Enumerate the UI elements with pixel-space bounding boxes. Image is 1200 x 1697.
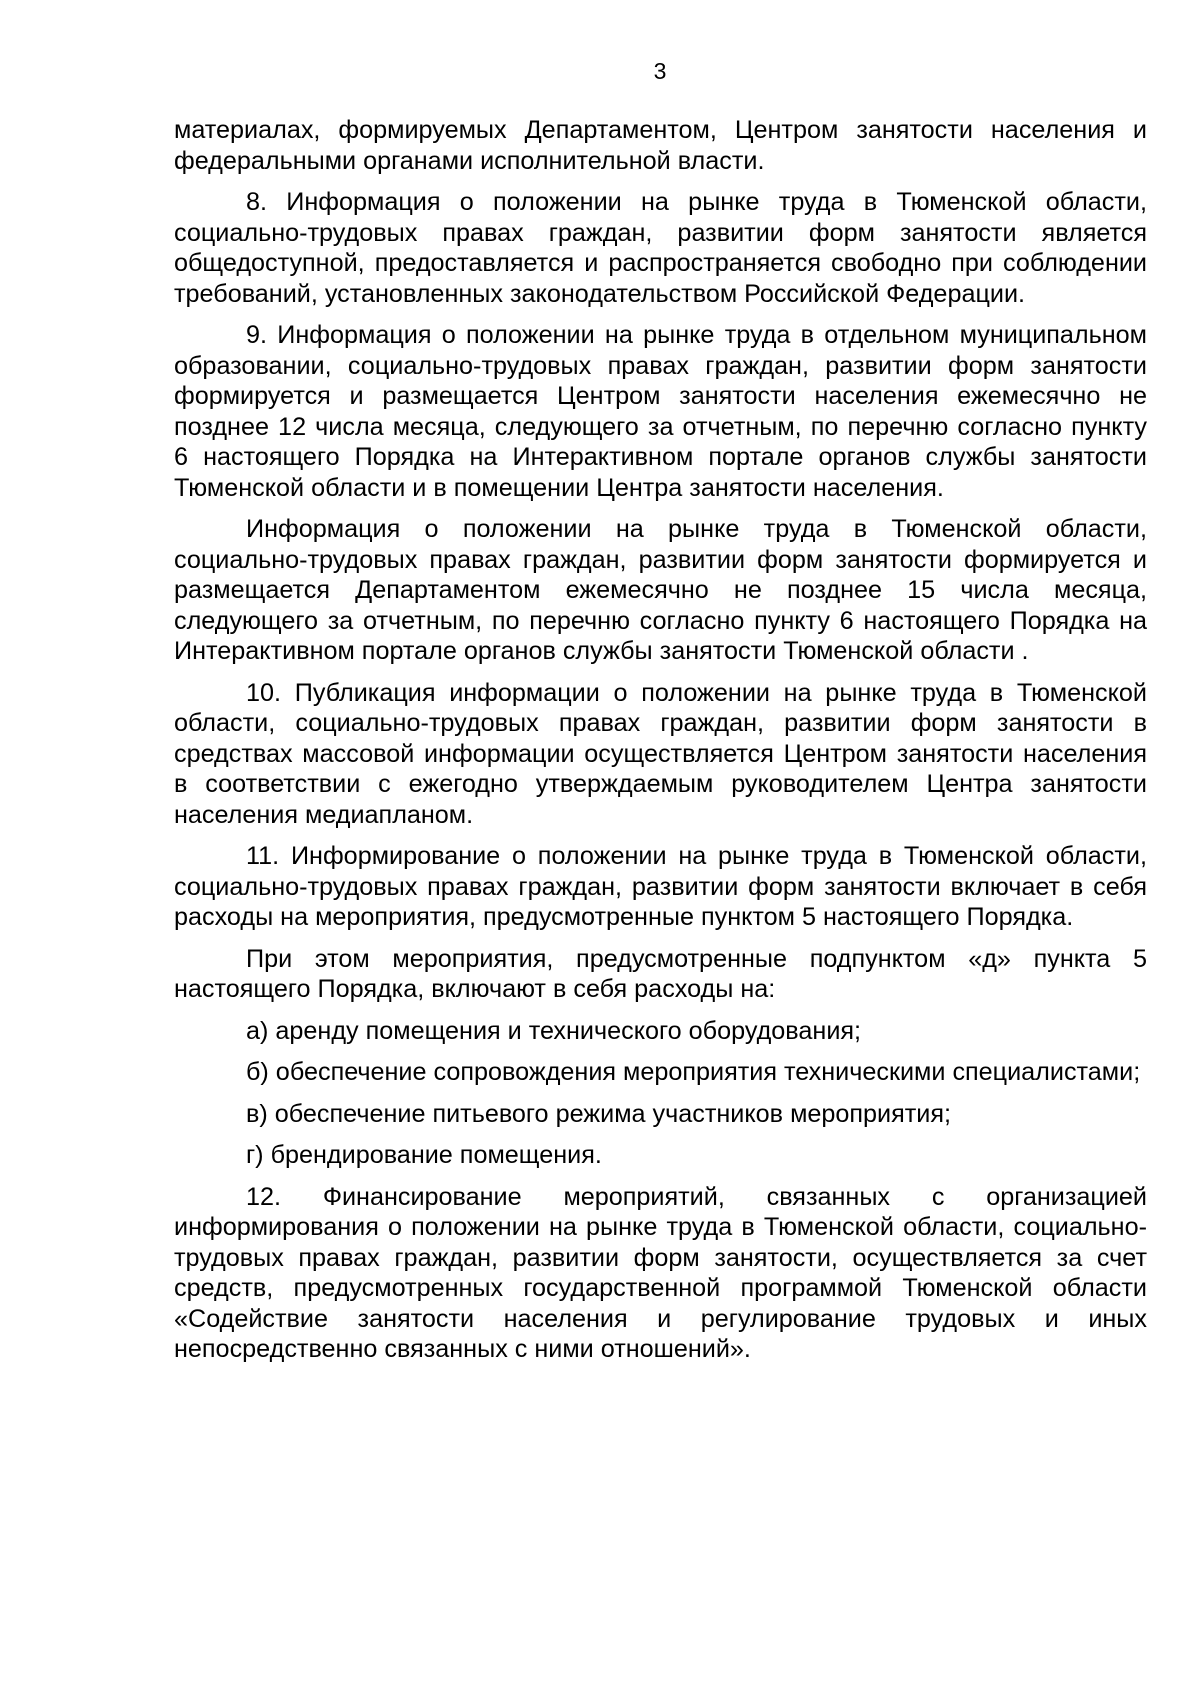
paragraph-continuation: материалах, формируемых Департаментом, Центром занятости населения и федеральными органами исполнительной власти. xyxy=(174,116,1147,175)
paragraph-10: 10. Публикация информации о положении на рынке труда в Тюменской области, социально-трудовых правах граждан, развитии форм занятости в средствах массовой информации осуществляется Центром занятости населения в соответствии с ежегодно утверждаемым руководителем Центра занятости населения медиапланом. xyxy=(174,678,1147,829)
paragraph-12: 12. Финансирование мероприятий, связанных с организацией информирования о положении на рынке труда в Тюменской области, социально-трудовых правах граждан, развитии форм занятости, осуществляется за счет средств, предусмотренных государственной программой Тюменской области «Содействие занятости населения и регулирование трудовых и иных непосредственно связанных с ними отношений». xyxy=(174,1182,1147,1363)
list-item-b: б) обеспечение сопровождения мероприятия техническими специалистами; xyxy=(246,1058,1141,1086)
paragraph-8: 8. Информация о положении на рынке труда в Тюменской области, социально-трудовых правах граждан, развитии форм занятости является общедоступной, предоставляется и распространяется свободно при соблюдении требований, установленных законодательством Российской Федерации. xyxy=(174,188,1147,308)
paragraph-11-second: При этом мероприятия, предусмотренные подпунктом «д» пункта 5 настоящего Порядка, включают в себя расходы на: xyxy=(174,944,1147,1003)
paragraph-9-second: Информация о положении на рынке труда в Тюменской области, социально-трудовых правах граждан, развитии форм занятости формируется и размещается Департаментом ежемесячно не позднее 15 числа месяца, следующего за отчетным, по перечню согласно пункту 6 настоящего Порядка на Интерактивном портале органов службы занятости Тюменской области . xyxy=(174,515,1147,665)
list-item-v: в) обеспечение питьевого режима участников мероприятия; xyxy=(246,1099,952,1128)
paragraph-11: 11. Информирование о положении на рынке труда в Тюменской области, социально-трудовых правах граждан, развитии форм занятости включает в себя расходы на мероприятия, предусмотренные пунктом 5 настоящего Порядка. xyxy=(174,842,1147,931)
document-body xyxy=(174,115,1147,1376)
list-item-a: а) аренду помещения и технического оборудования; xyxy=(246,1016,862,1045)
page-number: 3 xyxy=(653,58,667,84)
list-item-g: г) брендирование помещения. xyxy=(246,1141,602,1169)
paragraph-9: 9. Информация о положении на рынке труда в отдельном муниципальном образовании, социально-трудовых правах граждан, развитии форм занятости формируется и размещается Центром занятости населения ежемесячно не позднее 12 числа месяца, следующего за отчетным, по перечню согласно пункту 6 настоящего Порядка на Интерактивном портале органов службы занятости Тюменской области и в помещении Центра занятости населения. xyxy=(174,321,1147,502)
